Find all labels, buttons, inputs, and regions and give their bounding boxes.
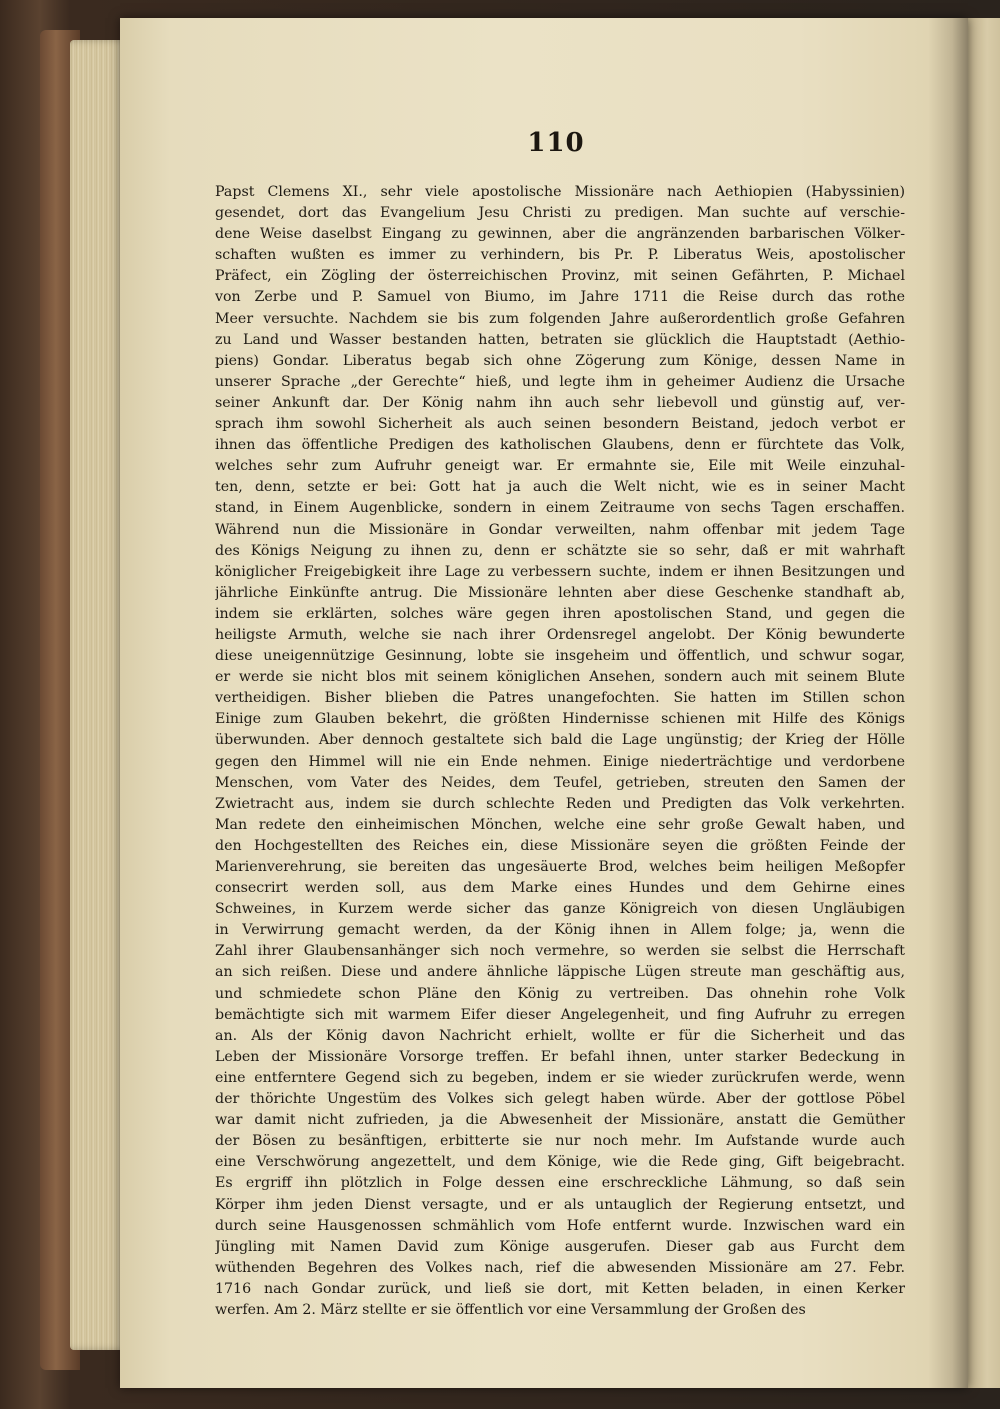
facing-page-edge [968,18,1000,1388]
text-line: ihnen das öffentliche Predigen des katholischen Glaubens, denn er fürchtete das Volk, [215,437,905,454]
text-line: Jüngling mit Namen David zum Könige ausgerufen. Dieser gab aus Furcht dem [215,1238,905,1255]
text-line: Präfect, ein Zögling der österreichischen Provinz, mit seinen Gefährten, P. Michael [215,268,905,285]
text-line: Man redete den einheimischen Mönchen, welche eine sehr große Gewalt haben, und [215,816,905,833]
text-line: Meer versuchte. Nachdem sie bis zum folgenden Jahre außerordentlich große Gefahren [215,310,905,327]
text-line: war damit nicht zufrieden, ja die Abwesenheit der Missionäre, anstatt die Gemüther [215,1112,905,1129]
text-line: ten, denn, setzte er bei: Gott hat ja auch die Welt nicht, wie es in seiner Macht [215,479,905,496]
text-line: Einige zum Glauben bekehrt, die größten Hindernisse schienen mit Hilfe des Königs [215,711,905,728]
text-line: indem sie erklärten, solches wäre gegen ihren apostolischen Stand, und gegen die [215,605,905,622]
text-line: und schmiedete schon Pläne den König zu vertreiben. Das ohnehin rohe Volk [215,985,905,1002]
text-line: 1716 nach Gondar zurück, und ließ sie dort, mit Ketten beladen, in einen Kerker [215,1280,905,1297]
text-line: jährliche Einkünfte antrug. Die Missionäre lehnten aber diese Geschenke standhaft ab, [215,584,905,601]
text-line: gegen den Himmel will nie ein Ende nehmen. Einige niederträchtige und verdorbene [215,753,905,770]
text-line: eine entferntere Gegend sich zu begeben, indem er sie wieder zurückrufen werde, wenn [215,1069,905,1086]
text-line: diese uneigennützige Gesinnung, lobte sie insgeheim und öffentlich, und schwur sogar, [215,648,905,665]
text-line: Schweines, in Kurzem werde sicher das ganze Königreich von diesen Ungläubigen [215,901,905,918]
text-line: gesendet, dort das Evangelium Jesu Christi zu predigen. Man suchte auf verschie- [215,205,905,222]
text-line: seiner Ankunft dar. Der König nahm ihn auch sehr liebevoll und günstig auf, ver- [215,394,905,411]
text-line: Zwietracht aus, indem sie durch schlechte Reden und Predigten das Volk verkehrten. [215,795,905,812]
text-line: schaften wußten es immer zu verhindern, bis Pr. P. Liberatus Weis, apostolischer [215,247,905,264]
text-line: Leben der Missionäre Vorsorge treffen. Er befahl ihnen, unter starker Bedeckung in [215,1048,905,1065]
text-line: in Verwirrung gemacht werden, da der König ihnen in Allem folge; ja, wenn die [215,922,905,939]
text-line: Zahl ihrer Glaubensanhänger sich noch vermehre, so werden sie selbst die Herrschaft [215,943,905,960]
text-line: Marienverehrung, sie bereiten das ungesäuerte Brod, welches beim heiligen Meßopfer [215,859,905,875]
body-text [215,182,905,1321]
text-line: consecrirt werden soll, aus dem Marke eines Hundes und dem Gehirne eines [215,880,905,897]
text-line: Es ergriff ihn plötzlich in Folge dessen eine erschreckliche Lähmung, so daß sein [215,1175,905,1192]
text-line: heiligste Armuth, welche sie nach ihrer Ordensregel angelobt. Der König bewunderte [215,626,905,643]
text-line: des Königs Neigung zu ihnen zu, denn er schätzte sie so sehr, daß er mit wahrhaft [215,542,905,559]
page-gutter-shadow [928,18,968,1388]
book-page [120,18,968,1388]
text-line: piens) Gondar. Liberatus begab sich ohne Zögerung zum Könige, dessen Name in [215,352,905,369]
text-line: Körper ihm jeden Dienst versagte, und er als untauglich der Regierung entsetzt, und [215,1196,905,1213]
text-line: wüthenden Begehren des Volkes nach, rief die abwesenden Missionäre am 27. Febr. [215,1259,905,1276]
text-line: vertheidigen. Bisher blieben die Patres unangefochten. Sie hatten im Stillen schon [215,690,905,707]
text-line: er werde sie nicht blos mit seinem königlichen Ansehen, sondern auch mit seinem Blute [215,669,905,686]
text-line: zu Land und Wasser bestanden hatten, betraten sie glücklich die Hauptstadt (Aethio- [215,331,905,348]
text-line: der Bösen zu besänftigen, erbitterte sie nur noch mehr. Im Aufstande wurde auch [215,1133,905,1150]
text-line: unserer Sprache „der Gerechte“ hieß, und legte ihm in geheimer Audienz die Ursache [215,373,905,390]
text-line: an. Als der König davon Nachricht erhielt, wollte er für die Sicherheit und das [215,1027,905,1044]
text-line: an sich reißen. Diese und andere ähnliche läppische Lügen streute man geschäftig aus, [215,964,905,981]
text-line: den Hochgestellten des Reiches ein, diese Missionäre seyen die größten Feinde der [215,837,905,854]
text-line: welches sehr zum Aufruhr geneigt war. Er ermahnte sie, Eile mit Weile einzuhal- [215,458,905,475]
text-line: stand, in Einem Augenblicke, sondern in einem Zeitraume von sechs Tagen erschaffen. [215,500,905,517]
text-line: überwunden. Aber dennoch gestaltete sich bald die Lage ungünstig; der Krieg der Hölle [215,732,905,749]
text-line: durch seine Hausgenossen schmählich vom Hofe entfernt wurde. Inzwischen ward ein [215,1217,905,1234]
text-line: werfen. Am 2. März stellte er sie öffentlich vor eine Versammlung der Großen des [215,1301,806,1318]
text-line: von Zerbe und P. Samuel von Biumo, im Jahre 1711 die Reise durch das rothe [215,289,905,306]
text-line: königlicher Freigebigkeit ihre Lage zu verbessern suchte, indem er ihnen Besitzungen und [215,563,905,580]
text-line: bemächtigte sich mit warmem Eifer dieser Angelegenheit, und fing Aufruhr zu erregen [215,1006,905,1023]
text-line: Menschen, vom Vater des Neides, dem Teufel, getrieben, streuten den Samen der [215,774,905,791]
text-line: Während nun die Missionäre in Gondar verweilten, nahm offenbar mit jedem Tage [215,521,905,538]
page-number: 110 [527,128,585,158]
text-line: dene Weise daselbst Eingang zu gewinnen, aber die angränzenden barbarischen Völker- [215,226,905,243]
text-line: eine Verschwörung angezettelt, und dem Könige, wie die Rede ging, Gift beigebracht. [215,1154,905,1171]
text-line: Papst Clemens XI., sehr viele apostolische Missionäre nach Aethiopien (Habyssinien) [215,184,905,200]
text-line: sprach ihm sowohl Sicherheit als auch seinen besondern Beistand, jedoch verbot er [215,416,905,433]
text-line: der thörichte Ungestüm des Volkes sich gelegt haben würde. Aber der gottlose Pöbel [215,1091,905,1108]
